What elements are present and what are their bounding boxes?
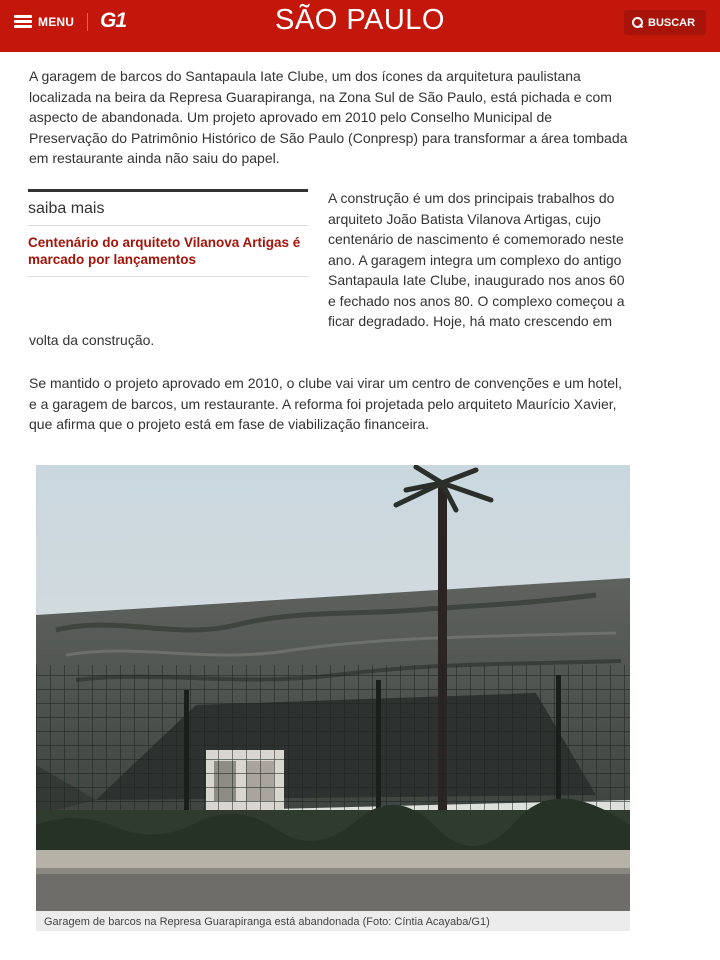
g1-logo[interactable]: G1 (100, 9, 127, 32)
header-divider (87, 13, 88, 31)
saiba-mais-title: saiba mais (28, 192, 308, 226)
article-paragraph-1: A garagem de barcos do Santapaula Iate Clube, um dos ícones da arquitetura paulistana localizada na beira da Represa Guarapiranga, na Zona Sul de São Paulo, está pichada e com aspecto de abandonada. Um projeto aprovado em 2010 pelo Conselho Municipal de Preservação do Patrimônio Histórico de São Paulo (Conpresp) para transformar a área tombada em restaurante ainda não saiu do papel. (29, 68, 628, 166)
article-paragraph-2-tail: volta da construção. (29, 332, 155, 348)
site-header (0, 0, 720, 52)
search-icon (632, 17, 643, 28)
article-paragraph-3: Se mantido o projeto aprovado em 2010, o clube vai virar um centro de convenções e um hotel, e a garagem de barcos, um restaurante. A reforma foi projetada pelo arquiteto Maurício Xavier, que afirma que o projeto está em fase de viabilização financeira. (29, 375, 623, 432)
search-button[interactable] (624, 10, 706, 35)
menu-button[interactable] (14, 0, 74, 44)
photo-caption: Garagem de barcos na Represa Guarapiranga está abandonada (Foto: Cíntia Acayaba/G1) (36, 911, 630, 931)
search-label: BUSCAR (648, 16, 696, 29)
saiba-mais-link[interactable]: Centenário do arquiteto Vilanova Artigas é marcado por lançamentos (28, 226, 308, 277)
article-paragraph-2: A construção é um dos principais trabalhos do arquiteto João Batista Vilanova Artigas, cujo centenário de nascimento é comemorado neste ano. A garagem integra um complexo do antigo Santapaula Iate Clube, inaugurado nos anos 60 e fechado nos anos 80. O complexo começou a ficar degradado. Hoje, há mato crescendo em (328, 190, 625, 329)
article-photo (36, 465, 630, 911)
menu-label: MENU (38, 15, 75, 29)
saiba-mais-box (28, 189, 308, 277)
hamburger-icon (14, 15, 32, 29)
section-title[interactable]: SÃO PAULO (275, 4, 445, 36)
